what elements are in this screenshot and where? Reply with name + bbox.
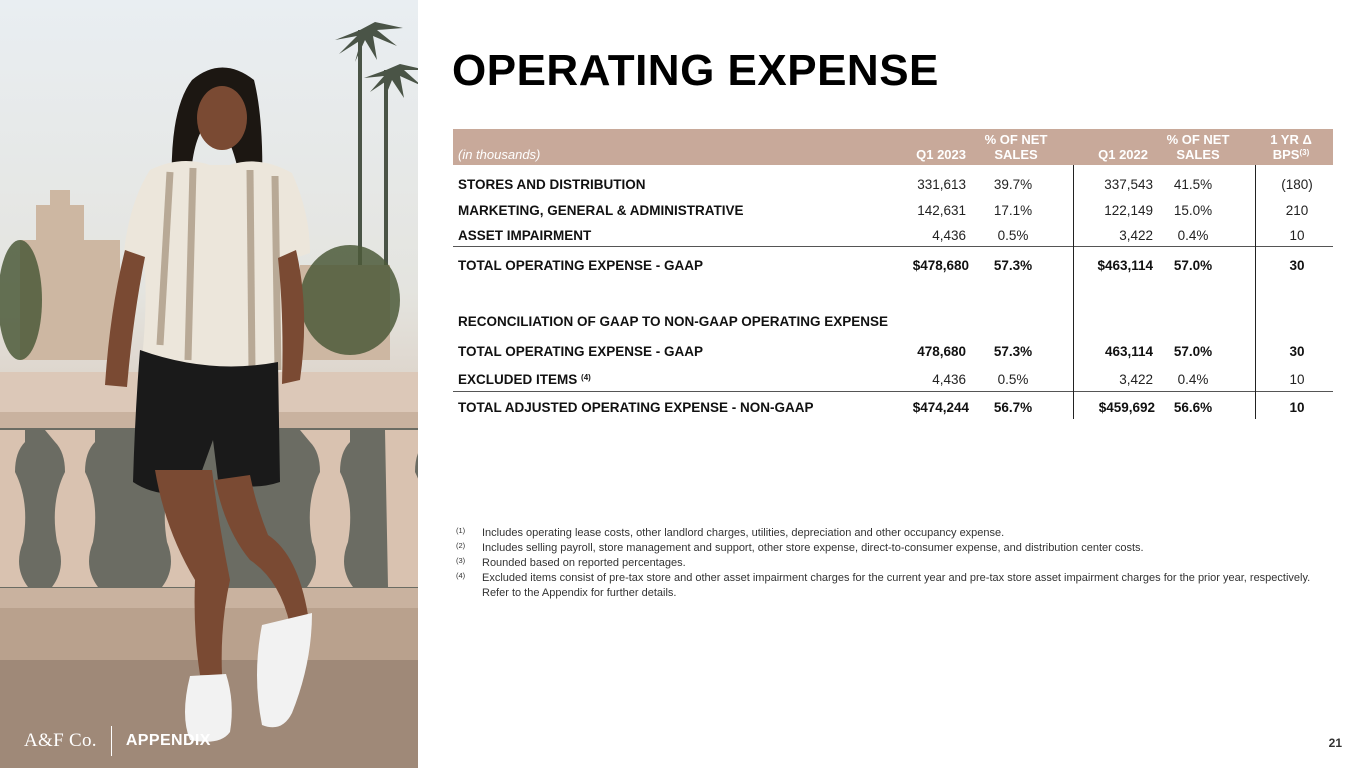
cell-pct-2023: 57.3% bbox=[993, 344, 1033, 359]
cell-pct-2023: 57.3% bbox=[993, 258, 1033, 273]
person-photo-illustration bbox=[0, 0, 418, 768]
footnote-ref-3: (3) bbox=[1299, 148, 1310, 157]
footnote-item bbox=[456, 541, 1336, 556]
table-row bbox=[453, 367, 1333, 393]
footnote-text: Includes selling payroll, store management and support, other store expense, direct-to-consumer expense, and distribution center costs. bbox=[482, 542, 1144, 554]
cell-pct-2022: 41.5% bbox=[1173, 177, 1213, 192]
table-row bbox=[453, 198, 1333, 224]
footnote-item bbox=[456, 526, 1336, 541]
page-number: 21 bbox=[1328, 736, 1342, 750]
footnote-mark: (3) bbox=[456, 556, 466, 565]
column-separator bbox=[1255, 165, 1256, 419]
cell-q1-2022: $463,114 bbox=[1097, 258, 1153, 273]
col-bps-change-label: 1 YR Δ BPS bbox=[1270, 132, 1312, 162]
cell-q1-2023: 331,613 bbox=[917, 177, 966, 192]
cell-q1-2022: 3,422 bbox=[1119, 228, 1153, 243]
row-label: MARKETING, GENERAL & ADMINISTRATIVE bbox=[458, 203, 744, 218]
col-pct-net-sales-2023: % OF NET SALES bbox=[984, 132, 1048, 162]
cell-pct-2022: 0.4% bbox=[1177, 372, 1209, 387]
cell-q1-2022: $459,692 bbox=[1098, 400, 1155, 415]
cell-pct-2023: 17.1% bbox=[993, 203, 1033, 218]
cell-q1-2022: 337,543 bbox=[1104, 177, 1153, 192]
hero-photo bbox=[0, 0, 418, 768]
cell-q1-2023: 4,436 bbox=[932, 372, 966, 387]
cell-pct-2022: 57.0% bbox=[1173, 258, 1213, 273]
cell-pct-2022: 0.4% bbox=[1177, 228, 1209, 243]
row-label-text: EXCLUDED ITEMS bbox=[458, 372, 578, 387]
cell-bps: (180) bbox=[1281, 177, 1313, 192]
table-header bbox=[453, 129, 1333, 165]
footnote-ref-4: (4) bbox=[581, 373, 591, 382]
cell-q1-2023: $478,680 bbox=[912, 258, 969, 273]
cell-pct-2022: 15.0% bbox=[1173, 203, 1213, 218]
footnote-mark: (2) bbox=[456, 541, 466, 550]
col-q1-2022: Q1 2022 bbox=[1098, 147, 1148, 162]
page-title: OPERATING EXPENSE bbox=[452, 46, 939, 95]
footnote-item bbox=[456, 556, 1336, 571]
cell-bps: 30 bbox=[1289, 344, 1305, 359]
column-separator bbox=[1073, 165, 1074, 419]
brand-footer bbox=[24, 728, 211, 754]
row-label bbox=[458, 372, 591, 388]
footnotes bbox=[456, 526, 1336, 601]
cell-pct-2022: 57.0% bbox=[1173, 344, 1213, 359]
cell-bps: 10 bbox=[1289, 228, 1305, 243]
cell-bps: 210 bbox=[1285, 203, 1309, 218]
table-row bbox=[453, 339, 1333, 365]
units-note: (in thousands) bbox=[458, 147, 541, 162]
cell-pct-2022: 56.6% bbox=[1173, 400, 1213, 415]
reconciliation-heading-row bbox=[453, 309, 1333, 335]
row-label: TOTAL ADJUSTED OPERATING EXPENSE - NON-GAAP bbox=[458, 400, 814, 415]
table-divider bbox=[453, 391, 1333, 392]
row-label: ASSET IMPAIRMENT bbox=[458, 228, 592, 243]
cell-bps: 30 bbox=[1289, 258, 1305, 273]
table-row-total bbox=[453, 395, 1333, 421]
footnote-mark: (1) bbox=[456, 526, 466, 535]
cell-pct-2023: 39.7% bbox=[993, 177, 1033, 192]
company-logo: A&F Co. bbox=[24, 730, 97, 751]
operating-expense-table bbox=[453, 129, 1333, 415]
col-q1-2023: Q1 2023 bbox=[916, 147, 966, 162]
cell-q1-2023: 4,436 bbox=[932, 228, 966, 243]
footnote-text: Excluded items consist of pre-tax store and other asset impairment charges for the current year and pre-tax store asset impairment charges for the prior year, respectively. Refer to the Appendix for further details. bbox=[482, 572, 1311, 599]
cell-q1-2022: 122,149 bbox=[1104, 203, 1153, 218]
cell-q1-2023: 142,631 bbox=[917, 203, 966, 218]
table-row bbox=[453, 172, 1333, 198]
footnote-item bbox=[456, 571, 1336, 601]
table-divider bbox=[453, 246, 1333, 247]
footnote-text: Includes operating lease costs, other landlord charges, utilities, depreciation and other occupancy expense. bbox=[482, 527, 1005, 539]
reconciliation-title: RECONCILIATION OF GAAP TO NON-GAAP OPERATING EXPENSE bbox=[458, 314, 889, 329]
table-row-total bbox=[453, 253, 1333, 279]
footnote-text: Rounded based on reported percentages. bbox=[482, 557, 686, 569]
row-label: TOTAL OPERATING EXPENSE - GAAP bbox=[458, 258, 704, 273]
row-label: TOTAL OPERATING EXPENSE - GAAP bbox=[458, 344, 704, 359]
section-label: APPENDIX bbox=[125, 732, 211, 749]
cell-pct-2023: 0.5% bbox=[997, 372, 1029, 387]
cell-q1-2023: 478,680 bbox=[917, 344, 966, 359]
row-label: STORES AND DISTRIBUTION bbox=[458, 177, 646, 192]
cell-q1-2023: $474,244 bbox=[912, 400, 969, 415]
brand-divider bbox=[111, 726, 112, 756]
cell-pct-2023: 0.5% bbox=[997, 228, 1029, 243]
cell-pct-2023: 56.7% bbox=[993, 400, 1033, 415]
col-bps-change bbox=[1263, 132, 1319, 162]
cell-bps: 10 bbox=[1289, 372, 1305, 387]
col-pct-net-sales-2022: % OF NET SALES bbox=[1166, 132, 1230, 162]
cell-q1-2022: 3,422 bbox=[1119, 372, 1153, 387]
cell-q1-2022: 463,114 bbox=[1104, 344, 1153, 359]
cell-bps: 10 bbox=[1289, 400, 1305, 415]
footnote-mark: (4) bbox=[456, 571, 466, 580]
